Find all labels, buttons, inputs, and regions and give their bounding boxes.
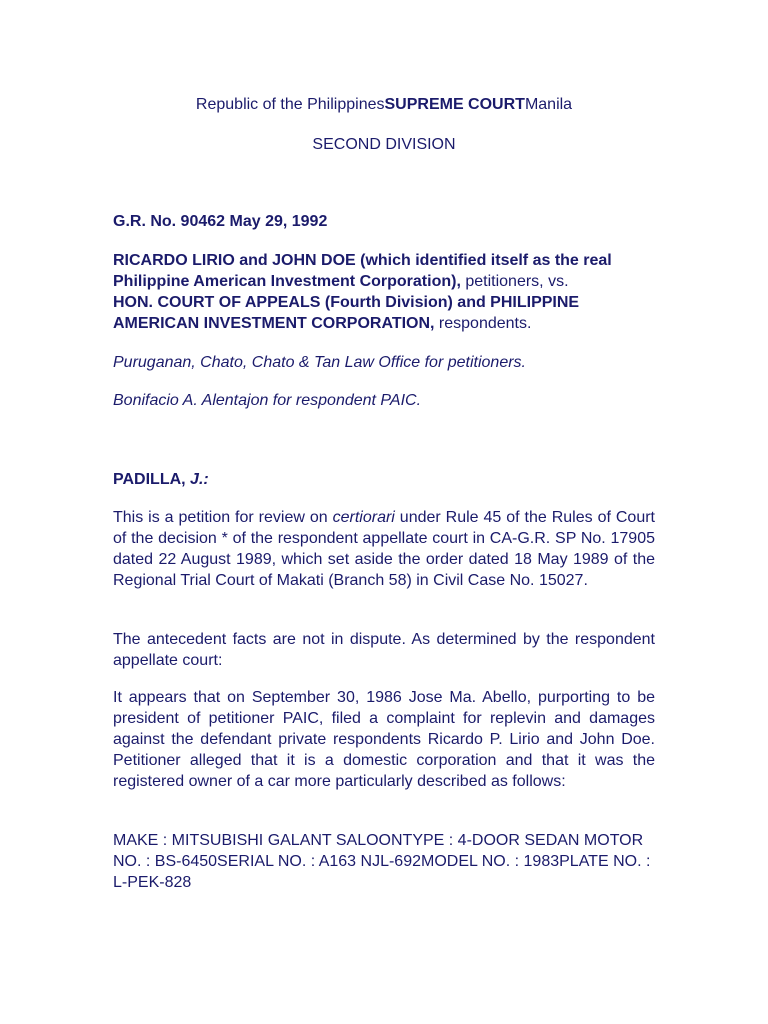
- court-city: Manila: [524, 96, 573, 113]
- ponente-title: J.:: [185, 471, 209, 488]
- respondents-period: .: [527, 315, 532, 332]
- petitioners-role: petitioners, vs.: [460, 273, 569, 290]
- paragraph-petition: [113, 507, 655, 591]
- case-parties: [113, 250, 658, 334]
- respondents-names: HON. COURT OF APPEALS (Fourth Division) and PHILIPPINE AMERICAN INVESTMENT CORPORATION,: [113, 294, 580, 332]
- car-details: MAKE : MITSUBISHI GALANT SALOONTYPE : 4-DOOR SEDAN MOTOR NO. : BS-6450SERIAL NO. : A163 NJL-692MODEL NO. : 1983PLATE NO. : L-PEK-828: [113, 832, 651, 891]
- counsel-respondent: Bonifacio A. Alentajon for respondent PAIC.: [113, 392, 422, 409]
- paragraph-antecedent-facts: The antecedent facts are not in dispute. As determined by the respondent appellate court:: [113, 631, 655, 669]
- petitioners-names: RICARDO LIRIO and JOHN DOE (which identified itself as the real Philippine American Investment Corporation),: [113, 252, 612, 290]
- paragraph-complaint: It appears that on September 30, 1986 Jose Ma. Abello, purporting to be president of petitioner PAIC, filed a complaint for replevin and damages against the defendant private respondents Ricardo P. Lirio and John Doe. Petitioner alleged that it is a domestic corporation and that it was the registered owner of a car more particularly described as follows:: [113, 689, 655, 790]
- case-number: G.R. No. 90462 May 29, 1992: [113, 213, 328, 230]
- paragraph-text: This is a petition for review on: [113, 509, 333, 526]
- court-name: SUPREME COURT: [384, 96, 525, 113]
- counsel-petitioners: Puruganan, Chato, Chato & Tan Law Office for petitioners.: [113, 354, 526, 371]
- certiorari-term: certiorari: [332, 509, 395, 526]
- court-header: [0, 94, 768, 115]
- republic-text: Republic of the Philippines: [195, 96, 385, 113]
- respondents-role: respondents: [434, 315, 527, 332]
- ponente-name: PADILLA,: [113, 471, 186, 488]
- ponente-line: [113, 469, 209, 490]
- paragraph-text: under Rule 45 of the Rules of Court of the decision * of the respondent appellate court in CA-G.R. SP No. 17905 dated 22 August 1989, which set aside the order dated 18 May 1989 of the Regional Trial Court of Makati (Branch 58) in Civil Case No. 15027.: [113, 509, 656, 589]
- division-heading: SECOND DIVISION: [312, 136, 456, 153]
